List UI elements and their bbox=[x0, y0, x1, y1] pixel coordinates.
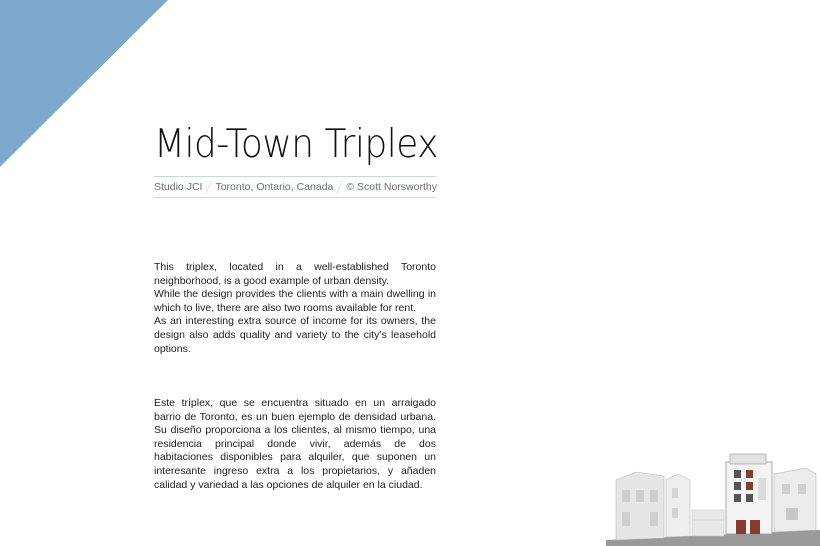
credit-location: Toronto, Ontario, Canada bbox=[215, 181, 334, 193]
building-elevation-image bbox=[606, 450, 820, 546]
slash-divider-icon bbox=[336, 177, 343, 197]
description-english bbox=[154, 261, 436, 356]
credit-studio: Studio JCI bbox=[154, 181, 203, 193]
credit-photographer: © Scott Norsworthy bbox=[346, 181, 437, 193]
page-title: Mid-Town Triplex bbox=[154, 122, 439, 167]
paragraph-line: As an interesting extra source of income for its owners, the design also adds quality and variety to the city’s leasehold options. bbox=[154, 315, 436, 355]
paragraph-line: While the design provides the clients with a main dwelling in which to live, there are also two rooms available for rent. bbox=[154, 288, 436, 314]
paragraph-line: This triplex, located in a well-established Toronto neighborhood, is a good example of urban density. bbox=[154, 261, 436, 287]
credits-bar bbox=[154, 176, 437, 198]
description-spanish: Este tríplex, que se encuentra situado en un arraigado barrio de Toronto, es un buen ejemplo de densidad urbana. Su diseño proporciona a los clientes, al mismo tiempo, una residencia principal donde vivir, además de dos habitaciones disponibles para alquiler, que suponen un interesante ingreso extra a los propietarios, y añaden calidad y variedad a las opciones de alquiler en la ciudad. bbox=[154, 397, 436, 491]
slash-divider-icon bbox=[205, 177, 212, 197]
corner-triangle bbox=[0, 0, 170, 170]
